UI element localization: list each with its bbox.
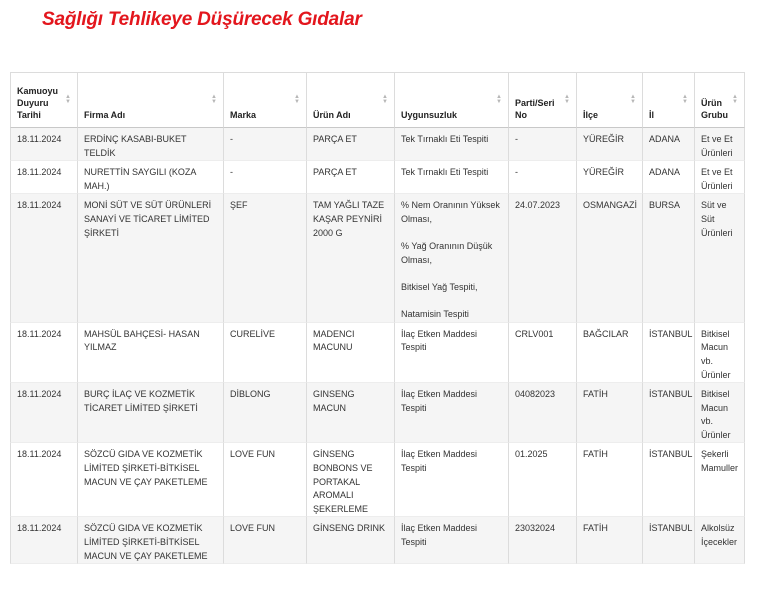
table-row <box>10 383 745 443</box>
sort-up-icon: ▲ <box>732 94 738 100</box>
cell-uygunsuzluk-line: Tek Tırnaklı Eti Tespiti <box>401 134 489 144</box>
table-row <box>10 161 745 194</box>
cell-uygunsuzluk-line: % Nem Oranının Yüksek Olması, <box>401 200 500 224</box>
sort-icon[interactable] <box>732 95 738 105</box>
cell-urun: TAM YAĞLI TAZE KAŞAR PEYNİRİ 2000 G <box>307 194 395 322</box>
cell-grup: Süt ve Süt Ürünleri <box>695 194 745 322</box>
column-header-firma[interactable] <box>78 72 224 128</box>
cell-grup: Bitkisel Macun vb. Ürünler <box>695 323 745 383</box>
cell-uygunsuzluk-line: İlaç Etken Maddesi Tespiti <box>401 328 478 353</box>
column-header-label: Parti/Seri No <box>515 98 555 120</box>
sort-up-icon: ▲ <box>294 94 300 100</box>
sort-up-icon: ▲ <box>211 94 217 100</box>
cell-firma: NURETTİN SAYGILI (KOZA MAH.) <box>78 161 224 194</box>
cell-grup: Alkolsüz İçecekler <box>695 517 745 564</box>
column-header-tarih[interactable] <box>10 72 78 128</box>
column-header-label: İl <box>649 110 655 120</box>
sort-icon[interactable] <box>564 95 570 105</box>
cell-marka: LOVE FUN <box>224 443 307 517</box>
sort-down-icon: ▼ <box>496 99 502 105</box>
cell-parti: - <box>509 128 577 161</box>
sort-up-icon: ▲ <box>382 94 388 100</box>
sort-up-icon: ▲ <box>564 94 570 100</box>
sort-up-icon: ▲ <box>496 94 502 100</box>
cell-urun: PARÇA ET <box>307 161 395 194</box>
table-header-row <box>10 72 745 128</box>
cell-ilce: BAĞCILAR <box>577 323 643 383</box>
table-body <box>10 128 745 564</box>
cell-marka: - <box>224 128 307 161</box>
cell-parti: CRLV001 <box>509 323 577 383</box>
cell-firma: MAHSÜL BAHÇESİ- HASAN YILMAZ <box>78 323 224 383</box>
column-header-label: Uygunsuzluk <box>401 110 458 120</box>
column-header-label: İlçe <box>583 110 599 120</box>
cell-marka: LOVE FUN <box>224 517 307 564</box>
cell-grup: Et ve Et Ürünleri <box>695 128 745 161</box>
cell-marka: ŞEF <box>224 194 307 322</box>
column-header-marka[interactable] <box>224 72 307 128</box>
sort-down-icon: ▼ <box>211 99 217 105</box>
cell-ilce: FATİH <box>577 383 643 443</box>
sort-up-icon: ▲ <box>65 94 71 100</box>
page-title: Sağlığı Tehlikeye Düşürecek Gıdalar <box>42 9 362 30</box>
cell-firma: BURÇ İLAÇ VE KOZMETİK TİCARET LİMİTED ŞİRKETİ <box>78 383 224 443</box>
cell-marka: DİBLONG <box>224 383 307 443</box>
cell-il: ADANA <box>643 161 695 194</box>
cell-tarih: 18.11.2024 <box>10 443 78 517</box>
cell-urun: GİNSENG DRINK <box>307 517 395 564</box>
cell-tarih: 18.11.2024 <box>10 383 78 443</box>
cell-uygunsuzluk <box>395 443 509 517</box>
cell-il: İSTANBUL <box>643 323 695 383</box>
sort-down-icon: ▼ <box>294 99 300 105</box>
cell-uygunsuzluk-line: İlaç Etken Maddesi Tespiti <box>401 449 478 474</box>
sort-icon[interactable] <box>496 95 502 105</box>
sort-down-icon: ▼ <box>65 99 71 105</box>
column-header-il[interactable] <box>643 72 695 128</box>
table-row <box>10 443 745 517</box>
column-header-urun[interactable] <box>307 72 395 128</box>
cell-il: İSTANBUL <box>643 383 695 443</box>
cell-il: İSTANBUL <box>643 443 695 517</box>
cell-uygunsuzluk <box>395 128 509 161</box>
cell-il: BURSA <box>643 194 695 322</box>
table-row <box>10 323 745 383</box>
cell-parti: 23032024 <box>509 517 577 564</box>
cell-uygunsuzluk <box>395 161 509 194</box>
sort-icon[interactable] <box>211 95 217 105</box>
cell-uygunsuzluk <box>395 383 509 443</box>
cell-grup: Bitkisel Macun vb. Ürünler <box>695 383 745 443</box>
cell-tarih: 18.11.2024 <box>10 161 78 194</box>
table-row <box>10 128 745 161</box>
cell-uygunsuzluk <box>395 517 509 564</box>
cell-parti: 04082023 <box>509 383 577 443</box>
cell-firma: SÖZCÜ GIDA VE KOZMETİK LİMİTED ŞİRKETİ-BİTKİSEL MACUN VE ÇAY PAKETLEME <box>78 443 224 517</box>
cell-grup: Et ve Et Ürünleri <box>695 161 745 194</box>
table-row <box>10 194 745 322</box>
recall-table <box>10 72 745 564</box>
sort-down-icon: ▼ <box>732 99 738 105</box>
cell-tarih: 18.11.2024 <box>10 194 78 322</box>
cell-firma: MONİ SÜT VE SÜT ÜRÜNLERİ SANAYİ VE TİCARET LİMİTED ŞİRKETİ <box>78 194 224 322</box>
cell-parti: 01.2025 <box>509 443 577 517</box>
cell-uygunsuzluk-line: Natamisin Tespiti <box>401 309 469 320</box>
sort-up-icon: ▲ <box>682 94 688 100</box>
cell-urun: PARÇA ET <box>307 128 395 161</box>
cell-marka: - <box>224 161 307 194</box>
cell-uygunsuzluk-line: Bitkisel Yağ Tespiti, <box>401 281 478 292</box>
cell-urun: GINSENG MACUN <box>307 383 395 443</box>
recall-table-container <box>10 72 745 601</box>
cell-il: İSTANBUL <box>643 517 695 564</box>
column-header-uygunsuzluk[interactable] <box>395 72 509 128</box>
column-header-parti[interactable] <box>509 72 577 128</box>
column-header-label: Marka <box>230 110 257 120</box>
cell-tarih: 18.11.2024 <box>10 128 78 161</box>
sort-icon[interactable] <box>382 95 388 105</box>
table-row <box>10 517 745 564</box>
sort-down-icon: ▼ <box>630 99 636 105</box>
sort-icon[interactable] <box>294 95 300 105</box>
cell-urun: GİNSENG BONBONS VE PORTAKAL AROMALI ŞEKERLEME <box>307 443 395 517</box>
cell-grup: Şekerli Mamuller <box>695 443 745 517</box>
cell-ilce: FATİH <box>577 517 643 564</box>
column-header-grup[interactable] <box>695 72 745 128</box>
cell-il: ADANA <box>643 128 695 161</box>
cell-ilce: FATİH <box>577 443 643 517</box>
cell-tarih: 18.11.2024 <box>10 323 78 383</box>
cell-parti: - <box>509 161 577 194</box>
sort-icon[interactable] <box>630 95 636 105</box>
cell-marka: CURELİVE <box>224 323 307 383</box>
cell-ilce: OSMANGAZİ <box>577 194 643 322</box>
cell-uygunsuzluk-line: İlaç Etken Maddesi Tespiti <box>401 389 478 413</box>
cell-uygunsuzluk-line: Tek Tırnaklı Eti Tespiti <box>401 167 489 178</box>
sort-icon[interactable] <box>682 95 688 105</box>
cell-tarih: 18.11.2024 <box>10 517 78 564</box>
sort-icon[interactable] <box>65 95 71 105</box>
cell-uygunsuzluk-line: İlaç Etken Maddesi Tespiti <box>401 523 478 548</box>
cell-uygunsuzluk <box>395 194 509 322</box>
sort-up-icon: ▲ <box>630 94 636 100</box>
sort-down-icon: ▼ <box>682 99 688 105</box>
column-header-label: Ürün Adı <box>313 110 351 120</box>
cell-firma: SÖZCÜ GIDA VE KOZMETİK LİMİTED ŞİRKETİ-BİTKİSEL MACUN VE ÇAY PAKETLEME <box>78 517 224 564</box>
column-header-label: Firma Adı <box>84 110 126 120</box>
cell-urun: MADENCI MACUNU <box>307 323 395 383</box>
cell-parti: 24.07.2023 <box>509 194 577 322</box>
cell-ilce: YÜREĞİR <box>577 128 643 161</box>
cell-uygunsuzluk <box>395 323 509 383</box>
sort-down-icon: ▼ <box>382 99 388 105</box>
column-header-label: Ürün Grubu <box>701 98 728 120</box>
cell-uygunsuzluk-line: % Yağ Oranının Düşük Olması, <box>401 241 493 265</box>
column-header-ilce[interactable] <box>577 72 643 128</box>
sort-down-icon: ▼ <box>564 99 570 105</box>
column-header-label: Kamuoyu Duyuru Tarihi <box>17 86 59 120</box>
cell-ilce: YÜREĞİR <box>577 161 643 194</box>
cell-firma: ERDİNÇ KASABI-BUKET TELDİK <box>78 128 224 161</box>
